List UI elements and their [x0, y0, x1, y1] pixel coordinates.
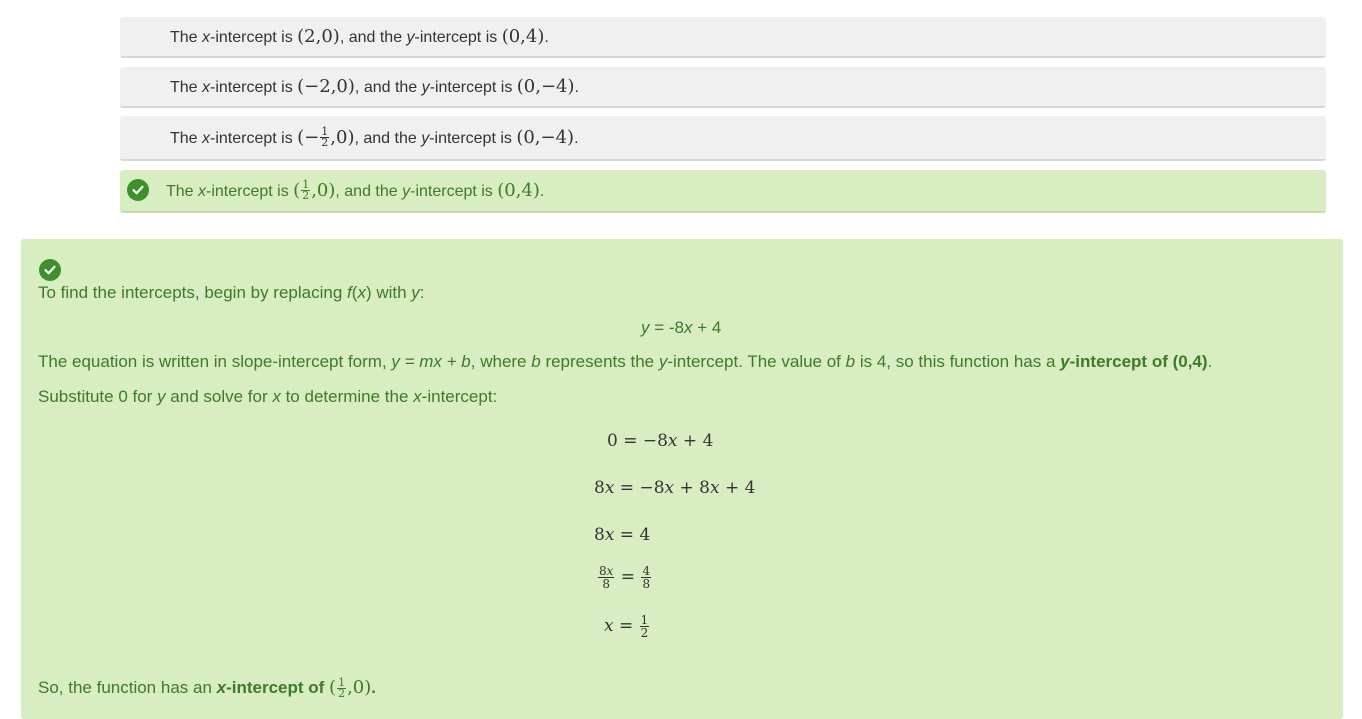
- answer-option-4-correct[interactable]: [120, 170, 1326, 213]
- answer-option-1-text: The x-intercept is (2,0), and the y-intercept is (0,4).: [170, 26, 549, 47]
- explanation-line-2: The equation is written in slope-intercept form, y = mx + b, where b represents the y-intercept. The value of b is 4, so this function has a y-intercept of (0,4).: [38, 352, 1213, 371]
- check-circle-icon: [127, 179, 149, 201]
- step-3-equation: 8𝑥 = 4: [594, 525, 651, 545]
- answer-option-2-text: The x-intercept is (−2,0), and the y-intercept is (0,−4).: [170, 76, 579, 97]
- explanation-line-3: Substitute 0 for y and solve for x to determine the x-intercept:: [38, 387, 498, 406]
- step-4-equation: $\frac{\text{8𝑥}}{8}$ = $\frac{4}{8}$: [599, 564, 651, 591]
- answer-option-2[interactable]: [120, 67, 1326, 108]
- step-5-equation: 𝑥 = $\frac{1}{2}$: [604, 613, 649, 640]
- answer-option-3-text: The x-intercept is (− $\frac{1}{2}$ ,0), and the y-intercept is (0,−4).: [170, 125, 579, 150]
- step-1-equation: 0 = −8𝑥 + 4: [607, 431, 714, 451]
- answer-option-1[interactable]: [120, 17, 1326, 58]
- answer-option-3[interactable]: [120, 116, 1326, 161]
- explanation-line-1: To find the intercepts, begin by replacing f(x) with y:: [38, 283, 425, 302]
- explanation-final-line: So, the function has an x-intercept of ( $\frac{1}{2}$ ,0).: [38, 675, 377, 700]
- step-2-equation: 8𝑥 = −8𝑥 + 8𝑥 + 4: [594, 478, 756, 498]
- check-circle-icon: [39, 259, 61, 281]
- explanation-panel: [21, 239, 1343, 719]
- answer-option-4-text: The x-intercept is ( $\frac{1}{2}$ ,0), and the y-intercept is (0,4).: [166, 178, 545, 203]
- equation-y: y = -8x + 4: [641, 318, 722, 337]
